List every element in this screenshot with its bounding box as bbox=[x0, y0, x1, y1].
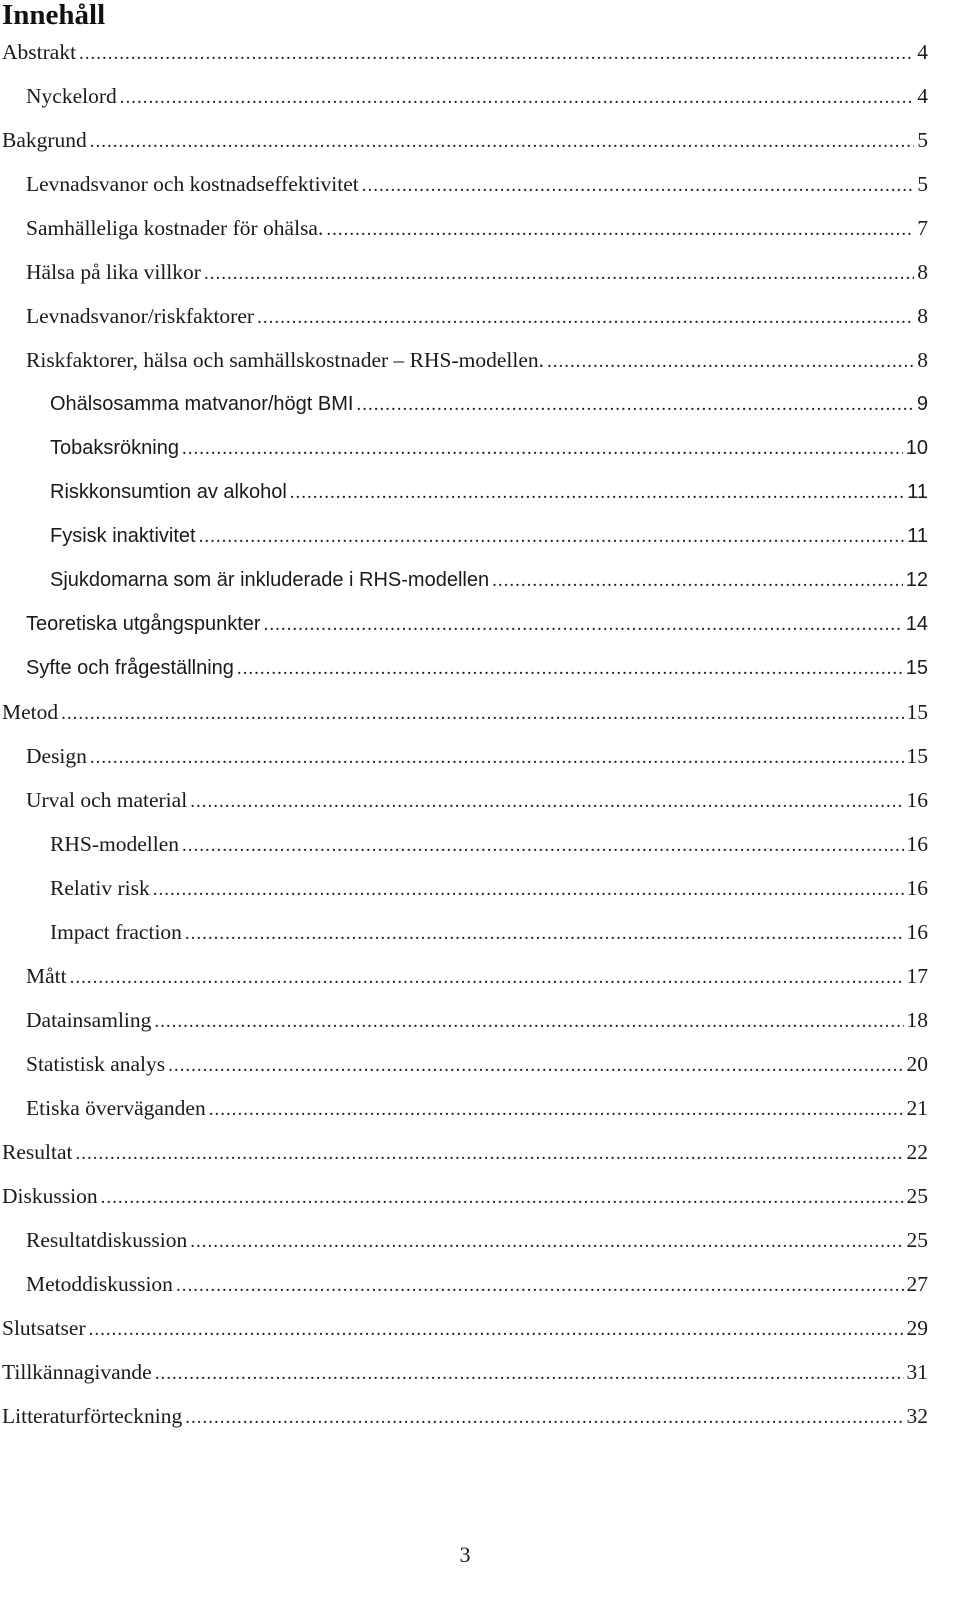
toc-entry-label: RHS-modellen bbox=[50, 832, 179, 856]
toc-entry[interactable] bbox=[0, 30, 928, 74]
toc-entry[interactable] bbox=[0, 1350, 928, 1394]
dot-leader bbox=[204, 250, 914, 296]
toc-entry-label: Bakgrund bbox=[2, 128, 87, 152]
toc-entry[interactable] bbox=[0, 382, 928, 426]
toc-entry-page-number: 15 bbox=[906, 700, 928, 724]
dot-leader bbox=[90, 118, 914, 164]
toc-entry-label: Metod bbox=[2, 700, 59, 724]
dot-leader bbox=[257, 294, 914, 340]
toc-entry-page-number: 31 bbox=[906, 1360, 928, 1384]
toc-entry-label: Statistisk analys bbox=[26, 1052, 166, 1076]
toc-entry[interactable] bbox=[0, 954, 928, 998]
toc-entry[interactable] bbox=[0, 1394, 928, 1438]
toc-entry[interactable] bbox=[0, 118, 928, 162]
table-of-contents bbox=[0, 30, 928, 1438]
toc-entry[interactable] bbox=[0, 1174, 928, 1218]
dot-leader bbox=[185, 910, 904, 956]
toc-entry[interactable] bbox=[0, 558, 928, 602]
toc-entry-page-number: 16 bbox=[906, 832, 928, 856]
dot-leader bbox=[168, 1042, 903, 1088]
toc-entry-label: Resultatdiskussion bbox=[26, 1228, 188, 1252]
dot-leader bbox=[154, 998, 903, 1044]
toc-entry-page-number: 8 bbox=[917, 348, 928, 372]
toc-entry-page-number: 27 bbox=[906, 1272, 928, 1296]
toc-entry-page-number: 17 bbox=[906, 964, 928, 988]
toc-entry-label: Ohälsosamma matvanor/högt BMI bbox=[50, 393, 354, 415]
toc-entry-label: Design bbox=[26, 744, 87, 768]
toc-entry-page-number: 8 bbox=[917, 304, 928, 328]
toc-entry-page-number: 11 bbox=[907, 525, 928, 547]
toc-entry-label: Mått bbox=[26, 964, 67, 988]
toc-entry-page-number: 12 bbox=[905, 569, 928, 591]
toc-entry-page-number: 15 bbox=[905, 657, 928, 679]
dot-leader bbox=[547, 338, 914, 384]
toc-entry-label: Impact fraction bbox=[50, 920, 182, 944]
toc-entry-label: Relativ risk bbox=[50, 876, 150, 900]
dot-leader bbox=[155, 1350, 904, 1396]
dot-leader bbox=[209, 1086, 904, 1132]
page-number: 3 bbox=[459, 1542, 471, 1567]
toc-entry[interactable] bbox=[0, 206, 928, 250]
toc-entry[interactable] bbox=[0, 866, 928, 910]
toc-entry-page-number: 4 bbox=[917, 40, 928, 64]
dot-leader bbox=[356, 382, 913, 427]
dot-leader bbox=[70, 954, 904, 1000]
toc-entry[interactable] bbox=[0, 690, 928, 734]
toc-entry[interactable] bbox=[0, 910, 928, 954]
toc-entry-page-number: 18 bbox=[906, 1008, 928, 1032]
toc-entry-page-number: 21 bbox=[906, 1096, 928, 1120]
toc-entry-label: Samhälleliga kostnader för ohälsa. bbox=[26, 216, 324, 240]
toc-entry-label: Fysisk inaktivitet bbox=[50, 525, 196, 547]
toc-entry-label: Hälsa på lika villkor bbox=[26, 260, 201, 284]
toc-entry[interactable] bbox=[0, 1306, 928, 1350]
toc-entry-label: Levnadsvanor/riskfaktorer bbox=[26, 304, 255, 328]
toc-entry-label: Resultat bbox=[2, 1140, 73, 1164]
toc-entry-label: Diskussion bbox=[2, 1184, 98, 1208]
dot-leader bbox=[492, 558, 903, 603]
toc-entry[interactable] bbox=[0, 734, 928, 778]
toc-entry-page-number: 5 bbox=[917, 128, 928, 152]
toc-entry[interactable] bbox=[0, 1130, 928, 1174]
dot-leader bbox=[120, 74, 915, 120]
dot-leader bbox=[153, 866, 904, 912]
toc-entry-label: Datainsamling bbox=[26, 1008, 152, 1032]
toc-entry-label: Etiska överväganden bbox=[26, 1096, 206, 1120]
toc-entry-page-number: 16 bbox=[906, 920, 928, 944]
toc-entry-label: Sjukdomarna som är inkluderade i RHS-modellen bbox=[50, 569, 490, 591]
toc-entry-page-number: 15 bbox=[906, 744, 928, 768]
dot-leader bbox=[190, 778, 903, 824]
toc-entry[interactable] bbox=[0, 338, 928, 382]
toc-entry-label: Teoretiska utgångspunkter bbox=[26, 613, 261, 635]
toc-entry-label: Nyckelord bbox=[26, 84, 117, 108]
toc-entry[interactable] bbox=[0, 778, 928, 822]
toc-entry-label: Riskfaktorer, hälsa och samhällskostnader – RHS-modellen. bbox=[26, 348, 545, 372]
toc-entry-label: Abstrakt bbox=[2, 40, 77, 64]
toc-entry-label: Litteraturförteckning bbox=[2, 1404, 183, 1428]
dot-leader bbox=[185, 1394, 903, 1440]
toc-entry[interactable] bbox=[0, 1042, 928, 1086]
toc-entry-label: Tobaksrökning bbox=[50, 437, 179, 459]
dot-leader bbox=[182, 426, 903, 471]
dot-leader bbox=[326, 206, 914, 252]
toc-entry-page-number: 8 bbox=[917, 260, 928, 284]
toc-entry-page-number: 14 bbox=[905, 613, 928, 635]
dot-leader bbox=[264, 602, 903, 647]
toc-entry[interactable] bbox=[0, 426, 928, 470]
dot-leader bbox=[237, 646, 903, 691]
toc-entry-page-number: 9 bbox=[916, 393, 928, 415]
dot-leader bbox=[190, 1218, 903, 1264]
toc-entry-page-number: 22 bbox=[906, 1140, 928, 1164]
toc-entry-label: Slutsatser bbox=[2, 1316, 86, 1340]
toc-entry-page-number: 10 bbox=[905, 437, 928, 459]
toc-entry-label: Syfte och frågeställning bbox=[26, 657, 234, 679]
toc-entry-page-number: 7 bbox=[917, 216, 928, 240]
dot-leader bbox=[176, 1262, 904, 1308]
dot-leader bbox=[79, 30, 914, 76]
toc-entry[interactable] bbox=[0, 646, 928, 690]
toc-entry[interactable] bbox=[0, 514, 928, 558]
toc-entry-page-number: 32 bbox=[906, 1404, 928, 1428]
toc-entry-label: Metoddiskussion bbox=[26, 1272, 173, 1296]
toc-entry-label: Urval och material bbox=[26, 788, 188, 812]
dot-leader bbox=[199, 514, 905, 559]
toc-entry[interactable] bbox=[0, 602, 928, 646]
toc-entry[interactable] bbox=[0, 294, 928, 338]
dot-leader bbox=[61, 690, 903, 736]
toc-entry[interactable] bbox=[0, 162, 928, 206]
toc-entry-page-number: 25 bbox=[906, 1228, 928, 1252]
dot-leader bbox=[90, 734, 904, 780]
toc-entry[interactable] bbox=[0, 250, 928, 294]
dot-leader bbox=[362, 162, 914, 208]
toc-entry-page-number: 29 bbox=[906, 1316, 928, 1340]
toc-heading: Innehåll bbox=[2, 0, 106, 31]
dot-leader bbox=[101, 1174, 904, 1220]
toc-entry-label: Tillkännagivande bbox=[2, 1360, 152, 1384]
toc-entry[interactable] bbox=[0, 1218, 928, 1262]
toc-entry-page-number: 4 bbox=[917, 84, 928, 108]
dot-leader bbox=[75, 1130, 903, 1176]
toc-entry[interactable] bbox=[0, 822, 928, 866]
toc-entry-page-number: 5 bbox=[917, 172, 928, 196]
toc-entry-page-number: 25 bbox=[906, 1184, 928, 1208]
toc-entry[interactable] bbox=[0, 74, 928, 118]
dot-leader bbox=[290, 470, 904, 515]
toc-entry-page-number: 16 bbox=[906, 876, 928, 900]
dot-leader bbox=[89, 1306, 904, 1352]
toc-entry-label: Levnadsvanor och kostnadseffektivitet bbox=[26, 172, 359, 196]
dot-leader bbox=[182, 822, 904, 868]
toc-entry[interactable] bbox=[0, 1262, 928, 1306]
toc-entry-page-number: 20 bbox=[906, 1052, 928, 1076]
toc-entry[interactable] bbox=[0, 1086, 928, 1130]
toc-entry-page-number: 16 bbox=[906, 788, 928, 812]
toc-entry-page-number: 11 bbox=[907, 481, 928, 503]
toc-entry[interactable] bbox=[0, 470, 928, 514]
toc-entry-label: Riskkonsumtion av alkohol bbox=[50, 481, 287, 503]
toc-entry[interactable] bbox=[0, 998, 928, 1042]
